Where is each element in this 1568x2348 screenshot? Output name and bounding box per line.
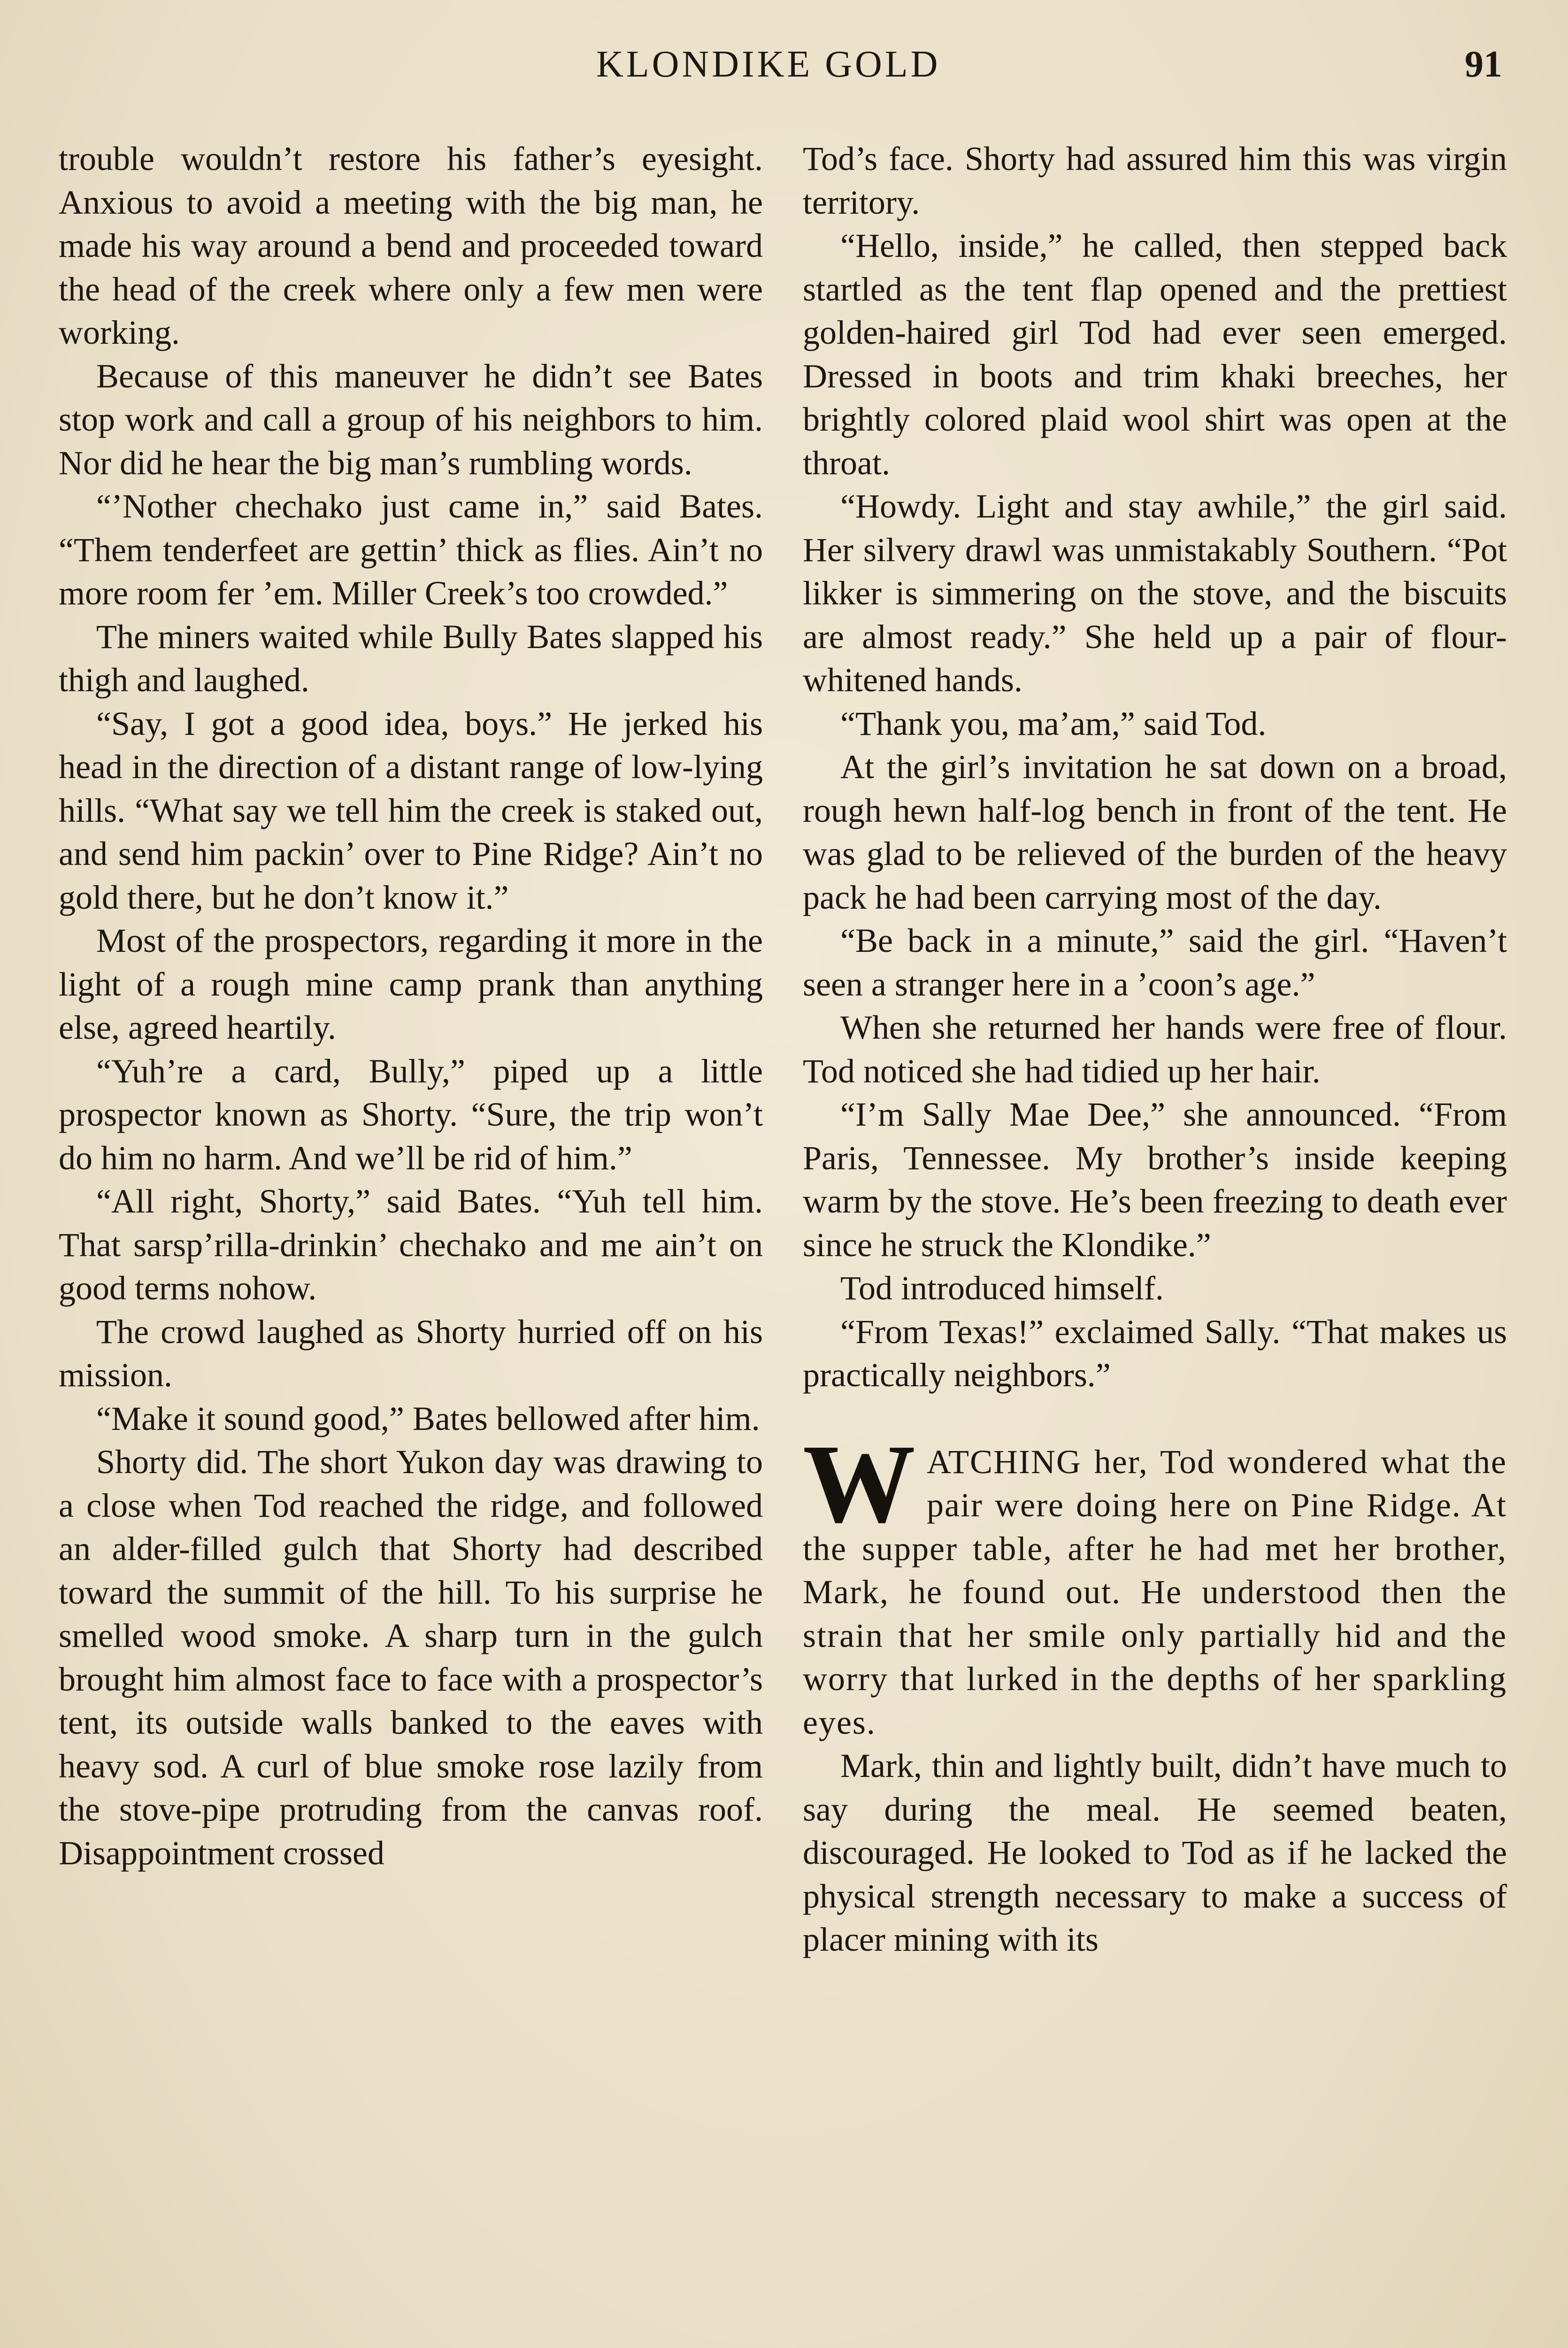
left-column — [59, 137, 763, 1875]
paragraph: Tod introduced himself. — [840, 1269, 1164, 1307]
page-header — [0, 43, 1568, 104]
paragraph: “Hello, inside,” he called, then stepped back startled as the tent flap opened and the prettiest golden-haired girl Tod had ever seen emerged. Dressed in boots and trim khaki breeches, her brightly colored plaid wool shirt was open at the throat. — [803, 227, 1507, 482]
right-column — [803, 137, 1507, 1962]
paragraph: The crowd laughed as Shorty hurried off on his mission. — [59, 1313, 763, 1394]
paragraph: Mark, thin and lightly built, didn’t have much to say during the meal. He seemed beaten, discouraged. He looked to Tod as if he lacked the physical strength necessary to make a success of placer mining with its — [803, 1747, 1507, 1958]
paragraph: “Say, I got a good idea, boys.” He jerked his head in the direction of a distant range of low-lying hills. “What say we tell him the creek is staked out, and send him packin’ over to Pine Ridge? Ain’t no gold there, but he don’t know it.” — [59, 704, 763, 916]
drop-cap: W — [803, 1421, 915, 1546]
paragraph: “Yuh’re a card, Bully,” piped up a little prospector known as Shorty. “Sure, the trip won’t do him no harm. And we’ll be rid of him.” — [59, 1052, 763, 1177]
paragraph: trouble wouldn’t restore his father’s eyesight. Anxious to avoid a meeting with the big man, he made his way around a bend and proceeded toward the head of the creek where only a few men were working. — [59, 140, 763, 351]
paragraph: “I’m Sally Mae Dee,” she announced. “From Paris, Tennessee. My brother’s inside keeping warm by the stove. He’s been freezing to death ever since he struck the Klondike.” — [803, 1096, 1507, 1264]
running-title: KLONDIKE GOLD — [596, 44, 941, 85]
paragraph: When she returned her hands were free of flour. Tod noticed she had tidied up her hair. — [803, 1009, 1507, 1090]
paragraph: “From Texas!” exclaimed Sally. “That makes us practically neighbors.” — [803, 1313, 1507, 1394]
paragraph: “Thank you, ma’am,” said Tod. — [840, 704, 1267, 742]
paragraph: The miners waited while Bully Bates slapped his thigh and laughed. — [59, 618, 763, 699]
paragraph: “All right, Shorty,” said Bates. “Yuh tell him. That sarsp’rilla-drinkin’ chechako and me ain’t on good terms nohow. — [59, 1182, 763, 1307]
paragraph: At the girl’s invitation he sat down on a broad, rough hewn half-log bench in front of the tent. He was glad to be relieved of the burden of the heavy pack he had been carrying most of the day. — [803, 748, 1507, 916]
paragraph: Most of the prospectors, regarding it more in the light of a rough mine camp prank than anything else, agreed heartily. — [59, 922, 763, 1046]
dropcap-paragraph-text: ATCHING her, Tod wondered what the pair were doing here on Pine Ridge. At the supper table, after he had met her brother, Mark, he found out. He understood then the strain that her smile only partially hid and the worry that lurked in the depths of her sparkling eyes. — [803, 1443, 1507, 1741]
paragraph: Shorty did. The short Yukon day was drawing to a close when Tod reached the ridge, and followed an alder-filled gulch that Shorty had described toward the summit of the hill. To his surprise he smelled wood smoke. A sharp turn in the gulch brought him almost face to face with a prospector’s tent, its outside walls banked to the eaves with heavy sod. A curl of blue smoke rose lazily from the stove-pipe protruding from the canvas roof. Disappointment crossed — [59, 1443, 763, 1872]
paragraph: “’Nother chechako just came in,” said Bates. “Them tenderfeet are gettin’ thick as flies. Ain’t no more room fer ’em. Miller Creek’s too crowded.” — [59, 487, 763, 612]
paragraph: Tod’s face. Shorty had assured him this was virgin territory. — [803, 140, 1507, 221]
paragraph: “Make it sound good,” Bates bellowed after him. — [96, 1399, 760, 1437]
paragraph: “Howdy. Light and stay awhile,” the girl said. Her silvery drawl was unmistakably Southern. “Pot likker is simmering on the stove, and the biscuits are almost ready.” She held up a pair of flour-whitened hands. — [803, 487, 1507, 699]
paragraph: Because of this maneuver he didn’t see Bates stop work and call a group of his neighbors to him. Nor did he hear the big man’s rumbling words. — [59, 357, 763, 482]
paragraph: “Be back in a minute,” said the girl. “Haven’t seen a stranger here in a ’coon’s age.” — [803, 922, 1507, 1003]
section-break-paragraph — [803, 1421, 1507, 1745]
page-number: 91 — [1465, 44, 1502, 85]
dropcap-paragraph — [803, 1421, 1507, 1745]
